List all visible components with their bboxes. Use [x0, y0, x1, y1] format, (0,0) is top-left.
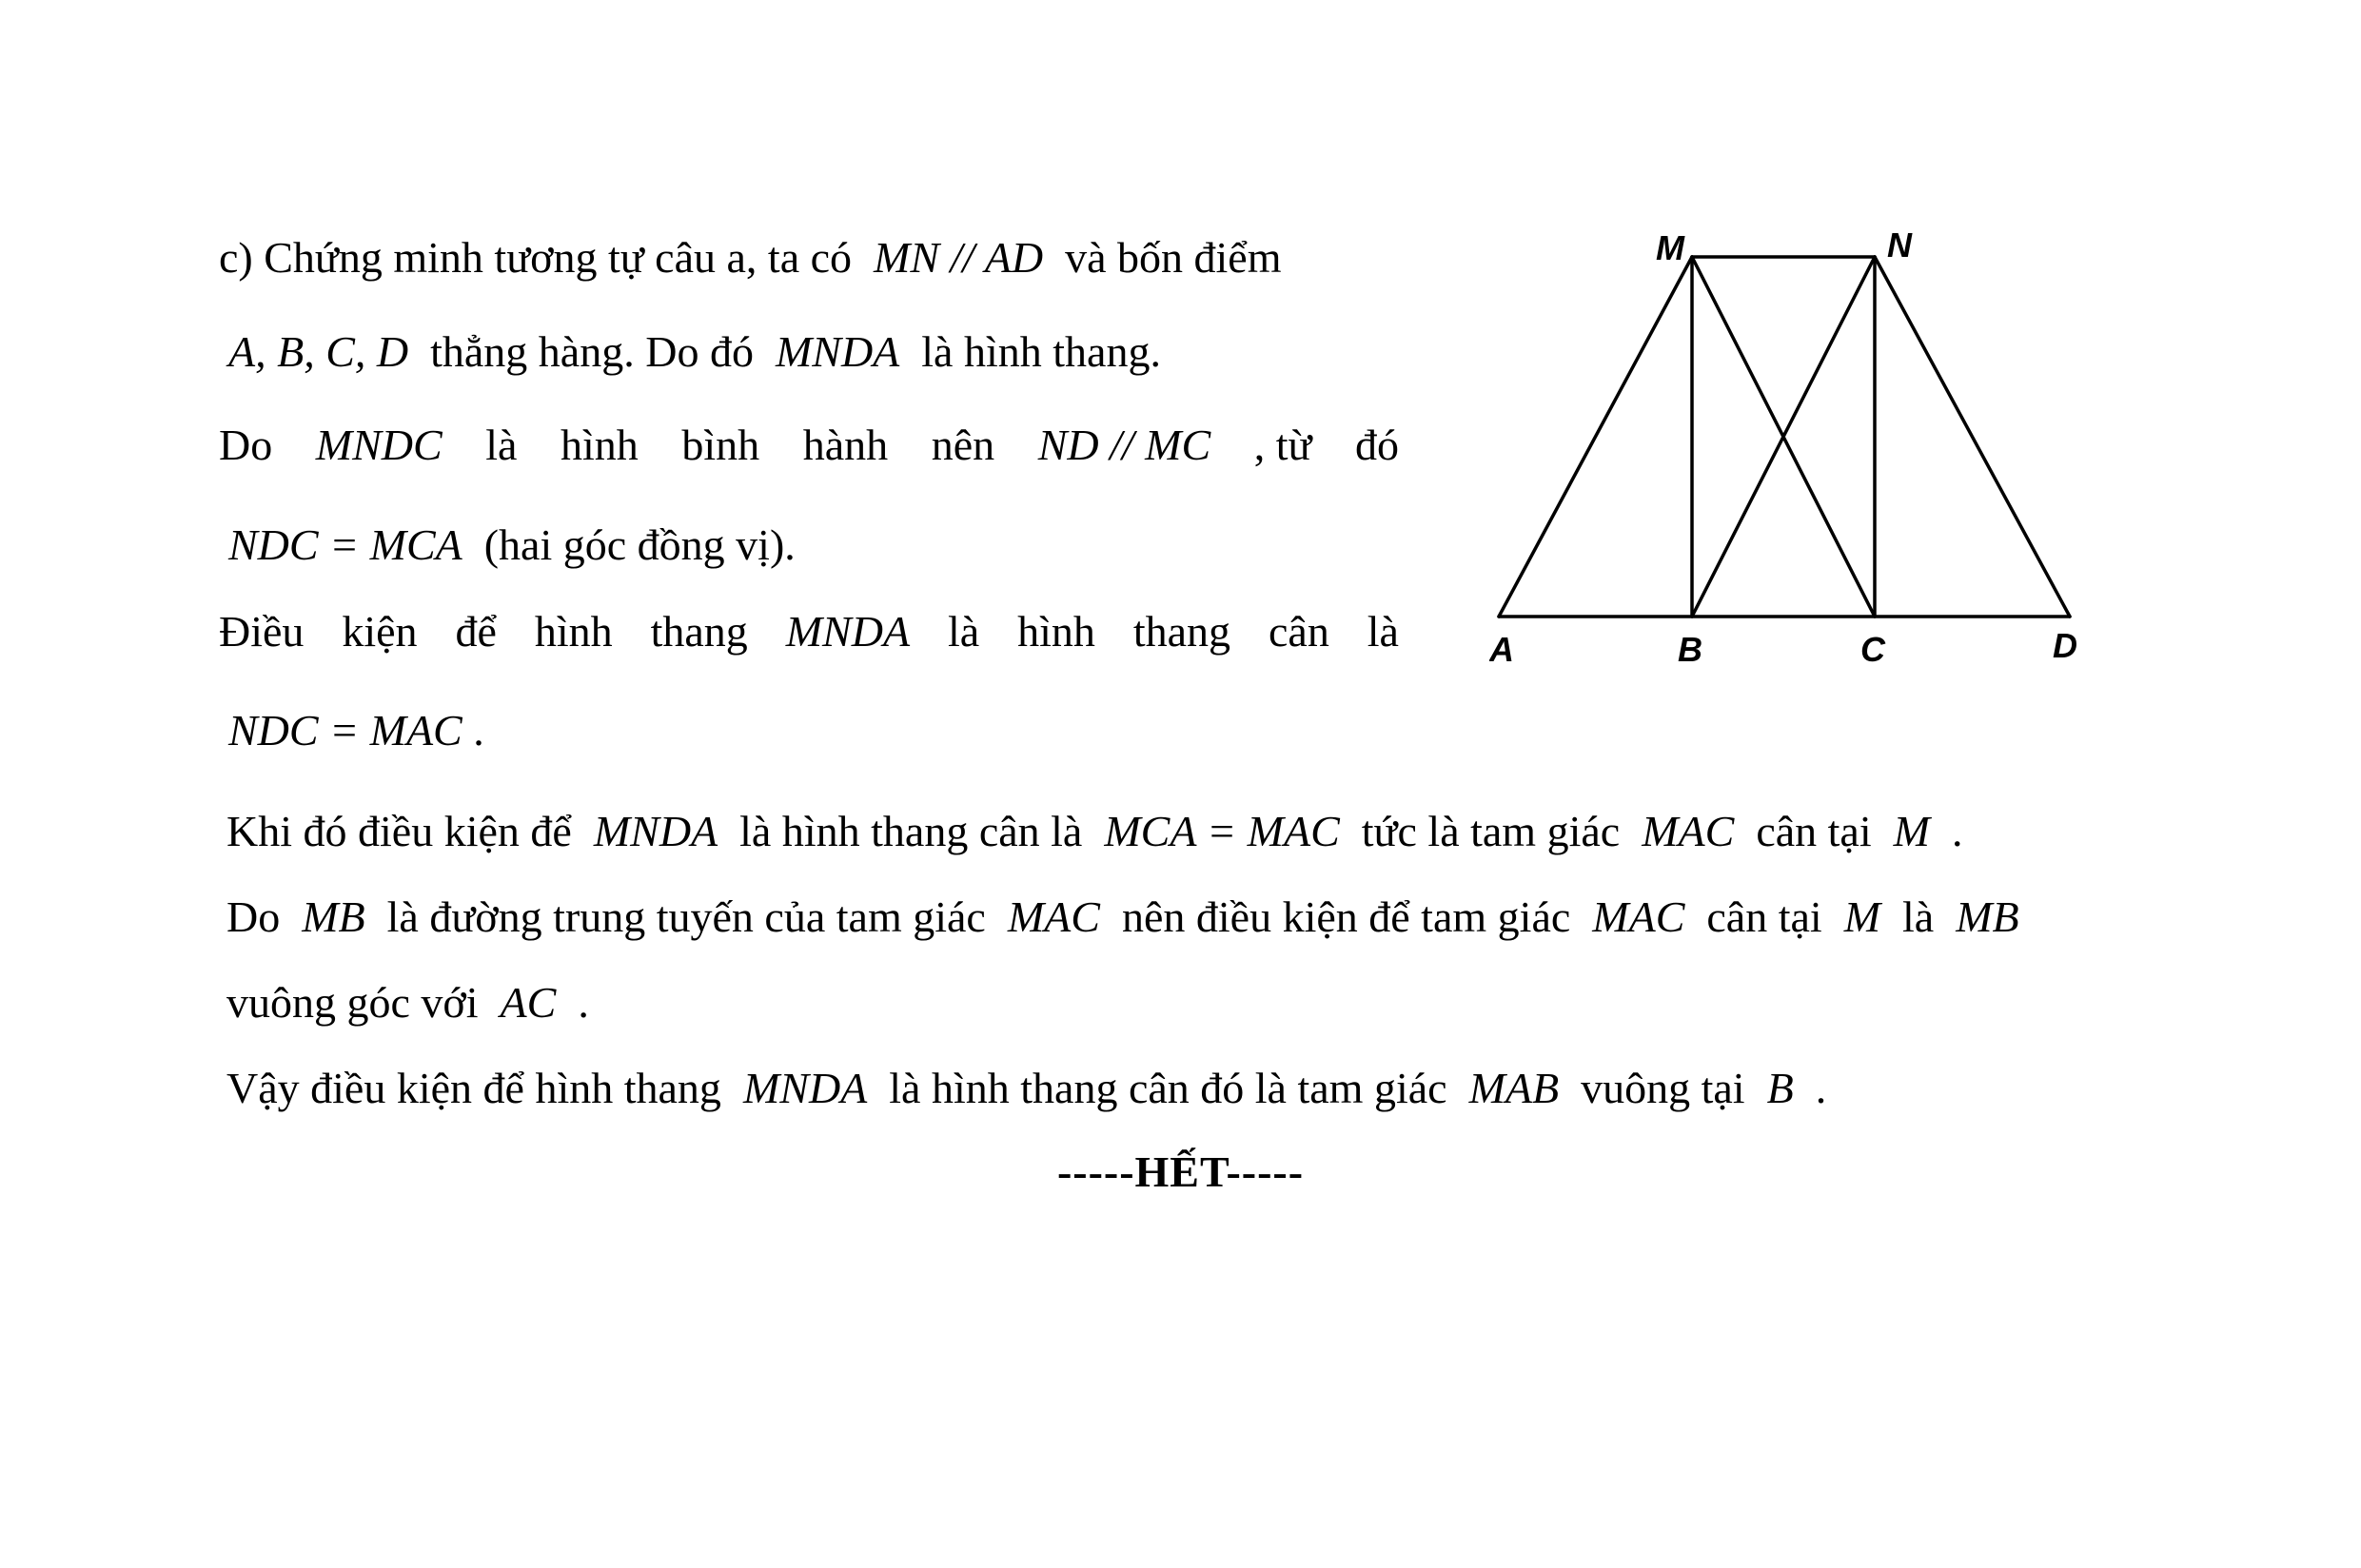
math-expression: MB [302, 892, 365, 941]
math-expression: M [1893, 807, 1930, 855]
text-line-4 [228, 519, 796, 572]
text: hành [802, 421, 889, 469]
text-line-9 [226, 976, 589, 1029]
text: thang [1132, 607, 1231, 656]
text: là [1902, 892, 1935, 941]
math-expression: MCA = MAC [1104, 807, 1340, 855]
math-expression: MNDA [785, 607, 911, 656]
math-expression: MAC [1007, 892, 1100, 941]
text: là hình thang. [921, 327, 1161, 376]
math-expression: M [1843, 892, 1881, 941]
text: là đường trung tuyến của tam giác [386, 892, 986, 941]
text: vuông góc với [226, 978, 479, 1027]
text: Vậy điều kiện để hình thang [226, 1064, 721, 1112]
math-expression: AC [500, 978, 557, 1027]
text: Do [226, 892, 281, 941]
text-line-7 [226, 805, 1962, 858]
math-expression: B [1766, 1064, 1794, 1112]
text: . [1951, 807, 1963, 855]
text: là hình thang cân là [739, 807, 1083, 855]
math-expression: MB [1956, 892, 2019, 941]
math-expression: NDC = MCA [228, 520, 462, 569]
text-line-2 [228, 325, 1161, 379]
math-expression: MNDC [315, 421, 443, 469]
text: bình [681, 421, 760, 469]
text: và bốn điểm [1065, 233, 1282, 282]
point-label-c: C [1860, 630, 1885, 669]
text: là [947, 607, 980, 656]
math-expression: MAC [1642, 807, 1735, 855]
text: cân [1268, 607, 1329, 656]
text: tức là tam giác [1361, 807, 1621, 855]
text: vuông tại [1581, 1064, 1745, 1112]
text: hình [561, 421, 639, 469]
text: . [578, 978, 589, 1027]
math-expression: ND // MC [1037, 421, 1211, 469]
text: Khi đó điều kiện để [226, 807, 572, 855]
text: Do [219, 421, 273, 469]
text: thẳng hàng. Do đó [430, 327, 754, 376]
segment-nd [1875, 257, 2070, 617]
text: là hình thang cân đó là tam giác [889, 1064, 1447, 1112]
point-label-b: B [1678, 630, 1702, 669]
math-expression: A, B, C, D [228, 327, 409, 376]
text: . [473, 706, 484, 755]
text-line-1 [219, 231, 1282, 284]
text: Điều [219, 607, 305, 656]
text: cân tại [1706, 892, 1822, 941]
text-line-3 [219, 419, 1399, 472]
text-line-5 [219, 605, 1399, 658]
text: cân tại [1756, 807, 1872, 855]
text: nên [931, 421, 995, 469]
math-expression: MNDA [775, 327, 900, 376]
text-line-6 [228, 704, 484, 757]
trapezoid-figure [1489, 224, 2108, 671]
point-label-a: A [1489, 630, 1514, 669]
segment-am [1499, 257, 1692, 617]
text: thang [650, 607, 748, 656]
math-expression: MAB [1468, 1064, 1560, 1112]
text: là [485, 421, 518, 469]
math-expression: MNDA [742, 1064, 868, 1112]
text-line-8 [226, 891, 2019, 944]
text: để [455, 607, 497, 656]
text: . [1815, 1064, 1827, 1112]
end-marker: -----HẾT----- [1056, 1147, 1305, 1196]
math-expression: MAC [1592, 892, 1685, 941]
text: hình [1017, 607, 1095, 656]
text: (hai góc đồng vị). [483, 520, 796, 569]
point-label-m: M [1656, 228, 1684, 267]
text: kiện [342, 607, 418, 656]
text: hình [534, 607, 613, 656]
text: đó [1355, 421, 1399, 469]
math-expression: MN // AD [874, 233, 1044, 282]
text-line-10 [226, 1062, 1826, 1115]
text: c) Chứng minh tương tự câu a, ta có [219, 233, 853, 282]
point-label-n: N [1887, 225, 1912, 265]
point-label-d: D [2053, 626, 2077, 665]
text: nên điều kiện để tam giác [1121, 892, 1571, 941]
math-expression: MNDA [593, 807, 718, 855]
text: , từ [1253, 421, 1312, 469]
math-expression: NDC = MAC [228, 706, 462, 755]
text: là [1367, 607, 1399, 656]
